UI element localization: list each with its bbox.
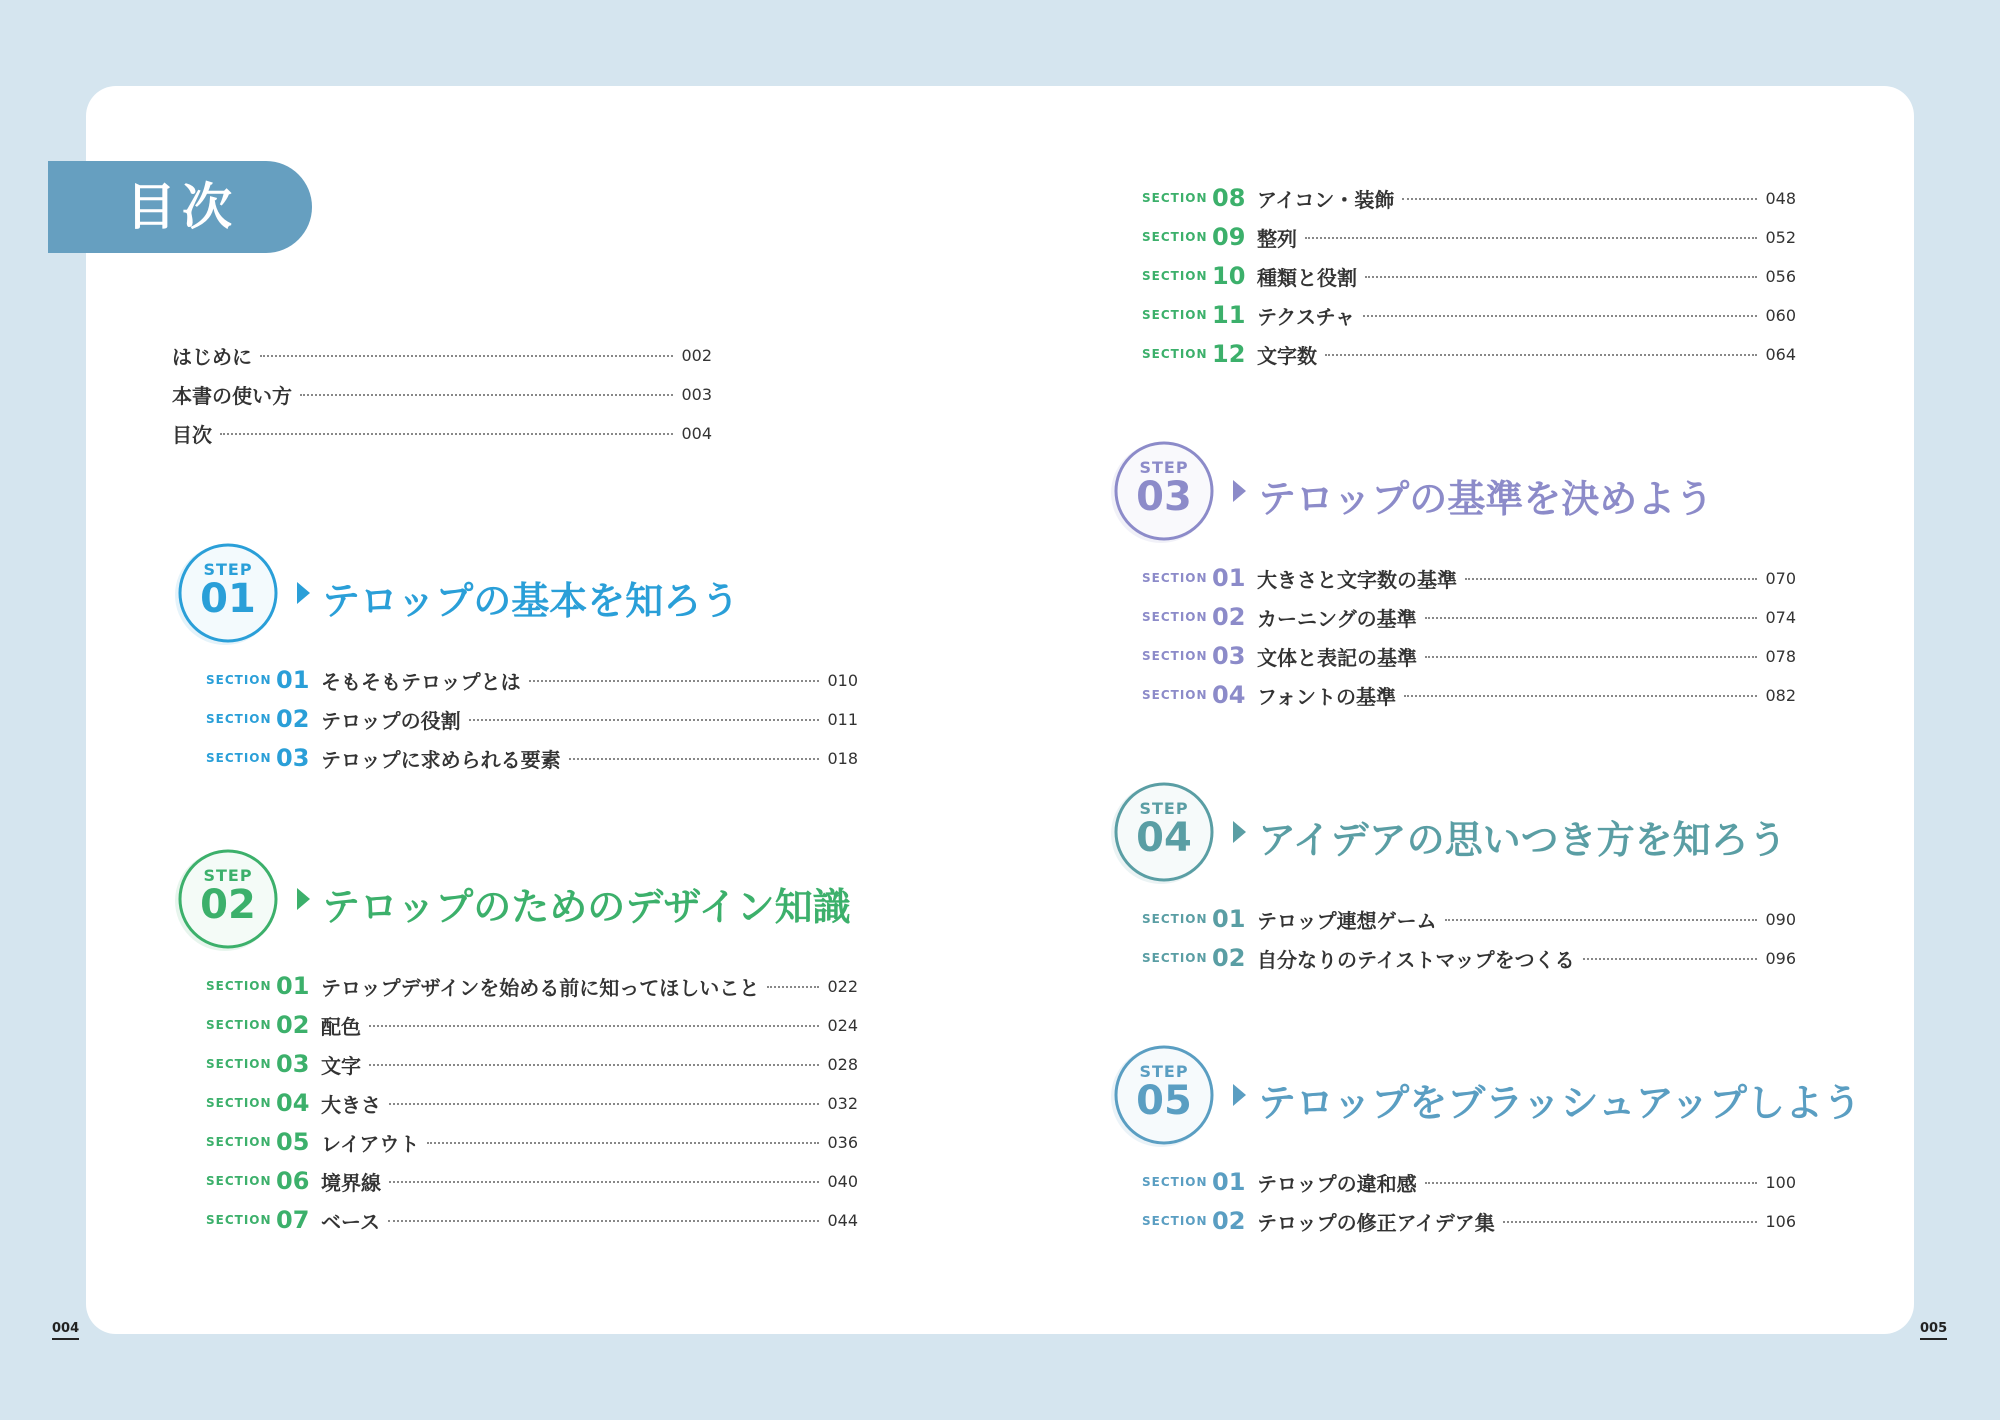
- step-word: STEP: [203, 560, 253, 579]
- entry-label: レイアウト: [321, 1131, 420, 1156]
- section-word: SECTION: [1142, 912, 1208, 926]
- page-number: 078: [1765, 646, 1796, 666]
- section-number: 04: [276, 1089, 310, 1117]
- arrow-icon: [297, 582, 310, 604]
- arrow-icon: [1233, 1084, 1246, 1106]
- entry-label: テロップデザインを始める前に知ってほしいこと: [321, 975, 760, 1000]
- entry-label: ベース: [321, 1209, 380, 1234]
- page-number: 010: [827, 670, 858, 690]
- section-word: SECTION: [1142, 191, 1208, 205]
- toc-entry[interactable]: [206, 1206, 858, 1234]
- section-word: SECTION: [1142, 571, 1208, 585]
- page-number: 018: [827, 748, 858, 768]
- page-number: 022: [827, 976, 858, 996]
- section-word: SECTION: [1142, 1175, 1208, 1189]
- dot-leader: [1445, 918, 1758, 921]
- dot-leader: [1425, 655, 1757, 658]
- page-number: 090: [1765, 909, 1796, 929]
- section-number: 01: [276, 972, 310, 1000]
- entry-label: 整列: [1257, 226, 1297, 251]
- section-word: SECTION: [1142, 269, 1208, 283]
- section-number: 01: [276, 666, 310, 694]
- section-word: SECTION: [206, 1096, 272, 1110]
- page-number: 106: [1765, 1211, 1796, 1231]
- dot-leader: [1363, 314, 1757, 317]
- entry-label: テクスチャ: [1257, 304, 1355, 329]
- section-word: SECTION: [206, 751, 272, 765]
- section-number: 03: [1212, 642, 1246, 670]
- toc-entry[interactable]: [172, 380, 712, 408]
- section-number: 02: [1212, 944, 1246, 972]
- entry-label: はじめに: [172, 344, 252, 369]
- section-number: 02: [276, 1011, 310, 1039]
- page-number: 028: [827, 1054, 858, 1074]
- arrow-icon: [1233, 480, 1246, 502]
- entry-label: 目次: [172, 422, 212, 447]
- dot-leader: [1305, 236, 1757, 239]
- entry-label: そもそもテロップとは: [321, 669, 521, 694]
- step-number: 01: [200, 576, 256, 622]
- folio-right: 005: [1920, 1321, 1947, 1340]
- step-heading: [1108, 1042, 1862, 1152]
- dot-leader: [427, 1141, 819, 1144]
- entry-label: テロップに求められる要素: [321, 747, 561, 772]
- dot-leader: [260, 354, 673, 357]
- toc-entry[interactable]: [1142, 1207, 1796, 1235]
- step-word: STEP: [1139, 799, 1189, 818]
- page-number: 040: [827, 1171, 858, 1191]
- toc-entry[interactable]: [206, 666, 858, 694]
- toc-entry[interactable]: [1142, 564, 1796, 592]
- section-number: 05: [276, 1128, 310, 1156]
- section-number: 02: [1212, 603, 1246, 631]
- step-heading: [172, 846, 872, 956]
- page-number: 024: [827, 1015, 858, 1035]
- page-number: 002: [681, 345, 712, 365]
- dot-leader: [767, 985, 819, 988]
- toc-entry[interactable]: [1142, 944, 1796, 972]
- section-word: SECTION: [1142, 1214, 1208, 1228]
- entry-label: 大きさと文字数の基準: [1257, 567, 1457, 592]
- toc-entry[interactable]: [206, 705, 858, 733]
- page-number: 004: [681, 423, 712, 443]
- section-word: SECTION: [1142, 308, 1208, 322]
- section-number: 02: [276, 705, 310, 733]
- toc-entry[interactable]: [206, 972, 858, 1000]
- page-number: 032: [827, 1093, 858, 1113]
- section-word: SECTION: [1142, 649, 1208, 663]
- toc-entry[interactable]: [1142, 905, 1796, 933]
- folio-left: 004: [52, 1321, 79, 1340]
- page-number: 044: [827, 1210, 858, 1230]
- toc-entry[interactable]: [206, 1167, 858, 1195]
- section-word: SECTION: [206, 1018, 272, 1032]
- entry-label: 自分なりのテイストマップをつくる: [1257, 947, 1575, 972]
- step-title: テロップの基本を知ろう: [322, 579, 740, 623]
- section-number: 01: [1212, 564, 1246, 592]
- section-word: SECTION: [206, 673, 272, 687]
- dot-leader: [1402, 197, 1757, 200]
- page-number: 074: [1765, 607, 1796, 627]
- section-number: 08: [1212, 184, 1246, 212]
- step-word: STEP: [1139, 1062, 1189, 1081]
- step-number: 03: [1136, 474, 1192, 520]
- page-number: 056: [1765, 266, 1796, 286]
- dot-leader: [388, 1219, 819, 1222]
- page-number: 060: [1765, 305, 1796, 325]
- dot-leader: [369, 1024, 819, 1027]
- section-word: SECTION: [1142, 230, 1208, 244]
- section-word: SECTION: [206, 979, 272, 993]
- page-number: 096: [1765, 948, 1796, 968]
- page-number: 036: [827, 1132, 858, 1152]
- dot-leader: [1503, 1220, 1758, 1223]
- dot-leader: [1465, 577, 1757, 580]
- section-number: 10: [1212, 262, 1246, 290]
- section-number: 01: [1212, 1168, 1246, 1196]
- dot-leader: [389, 1180, 819, 1183]
- dot-leader: [1325, 353, 1757, 356]
- entry-label: アイコン・装飾: [1257, 187, 1395, 212]
- entry-label: フォントの基準: [1257, 684, 1396, 709]
- section-number: 01: [1212, 905, 1246, 933]
- dot-leader: [529, 679, 820, 682]
- toc-entry[interactable]: [1142, 301, 1796, 329]
- toc-entry[interactable]: [172, 341, 712, 369]
- entry-label: テロップの違和感: [1257, 1171, 1417, 1196]
- entry-label: 種類と役割: [1257, 265, 1357, 290]
- section-word: SECTION: [1142, 951, 1208, 965]
- section-word: SECTION: [206, 712, 272, 726]
- step-word: STEP: [1139, 458, 1189, 477]
- step-heading: [1108, 438, 1808, 548]
- toc-entry[interactable]: [1142, 603, 1796, 631]
- step-word: STEP: [203, 866, 253, 885]
- arrow-icon: [297, 888, 310, 910]
- dot-leader: [1583, 957, 1758, 960]
- step-heading: [172, 540, 872, 650]
- step-number: 02: [200, 882, 256, 928]
- page-number: 070: [1765, 568, 1796, 588]
- toc-entry[interactable]: [1142, 184, 1796, 212]
- toc-entry[interactable]: [1142, 340, 1796, 368]
- page-number: 003: [681, 384, 712, 404]
- toc-entry[interactable]: [1142, 642, 1796, 670]
- entry-label: 大きさ: [321, 1092, 381, 1117]
- section-word: SECTION: [206, 1057, 272, 1071]
- toc-entry[interactable]: [1142, 223, 1796, 251]
- section-number: 12: [1212, 340, 1246, 368]
- section-number: 06: [276, 1167, 310, 1195]
- entry-label: 本書の使い方: [172, 383, 292, 408]
- toc-entry[interactable]: [206, 1050, 858, 1078]
- dot-leader: [1365, 275, 1757, 278]
- dot-leader: [1404, 694, 1757, 697]
- toc-entry[interactable]: [206, 1128, 858, 1156]
- page-number: 052: [1765, 227, 1796, 247]
- section-word: SECTION: [206, 1174, 272, 1188]
- dot-leader: [469, 718, 820, 721]
- toc-entry[interactable]: [206, 1011, 858, 1039]
- section-number: 03: [276, 1050, 310, 1078]
- step-title: テロップをブラッシュアップしよう: [1258, 1081, 1862, 1125]
- toc-entry[interactable]: [1142, 262, 1796, 290]
- entry-label: 文体と表記の基準: [1257, 645, 1417, 670]
- toc-entry[interactable]: [172, 419, 712, 447]
- page-number: 048: [1765, 188, 1796, 208]
- toc-entry[interactable]: [206, 744, 858, 772]
- toc-entry[interactable]: [1142, 681, 1796, 709]
- section-word: SECTION: [206, 1135, 272, 1149]
- toc-title: 目次: [48, 161, 312, 253]
- section-number: 03: [276, 744, 310, 772]
- dot-leader: [1425, 1181, 1758, 1184]
- step-number: 05: [1136, 1078, 1192, 1124]
- section-number: 07: [276, 1206, 310, 1234]
- dot-leader: [220, 432, 673, 435]
- arrow-icon: [1233, 821, 1246, 843]
- step-number: 04: [1136, 815, 1192, 861]
- page-number: 011: [827, 709, 858, 729]
- page-number: 064: [1765, 344, 1796, 364]
- entry-label: 文字数: [1257, 343, 1317, 368]
- step-heading: [1108, 779, 1808, 889]
- section-number: 04: [1212, 681, 1246, 709]
- entry-label: 文字: [321, 1053, 361, 1078]
- section-word: SECTION: [206, 1213, 272, 1227]
- page-number: 082: [1765, 685, 1796, 705]
- page-number: 100: [1765, 1172, 1796, 1192]
- toc-entry[interactable]: [206, 1089, 858, 1117]
- step-title: テロップの基準を決めよう: [1258, 477, 1714, 521]
- section-number: 11: [1212, 301, 1246, 329]
- entry-label: 境界線: [321, 1170, 381, 1195]
- dot-leader: [1425, 616, 1758, 619]
- dot-leader: [369, 1063, 819, 1066]
- section-word: SECTION: [1142, 688, 1208, 702]
- entry-label: カーニングの基準: [1257, 606, 1417, 631]
- dot-leader: [569, 757, 820, 760]
- step-title: アイデアの思いつき方を知ろう: [1258, 818, 1787, 862]
- entry-label: テロップの役割: [321, 708, 461, 733]
- section-word: SECTION: [1142, 347, 1208, 361]
- section-number: 02: [1212, 1207, 1246, 1235]
- entry-label: 配色: [321, 1014, 361, 1039]
- entry-label: テロップの修正アイデア集: [1257, 1210, 1495, 1235]
- entry-label: テロップ連想ゲーム: [1257, 908, 1437, 933]
- toc-entry[interactable]: [1142, 1168, 1796, 1196]
- section-number: 09: [1212, 223, 1246, 251]
- step-title: テロップのためのデザイン知識: [322, 885, 851, 929]
- dot-leader: [389, 1102, 819, 1105]
- section-word: SECTION: [1142, 610, 1208, 624]
- dot-leader: [300, 393, 673, 396]
